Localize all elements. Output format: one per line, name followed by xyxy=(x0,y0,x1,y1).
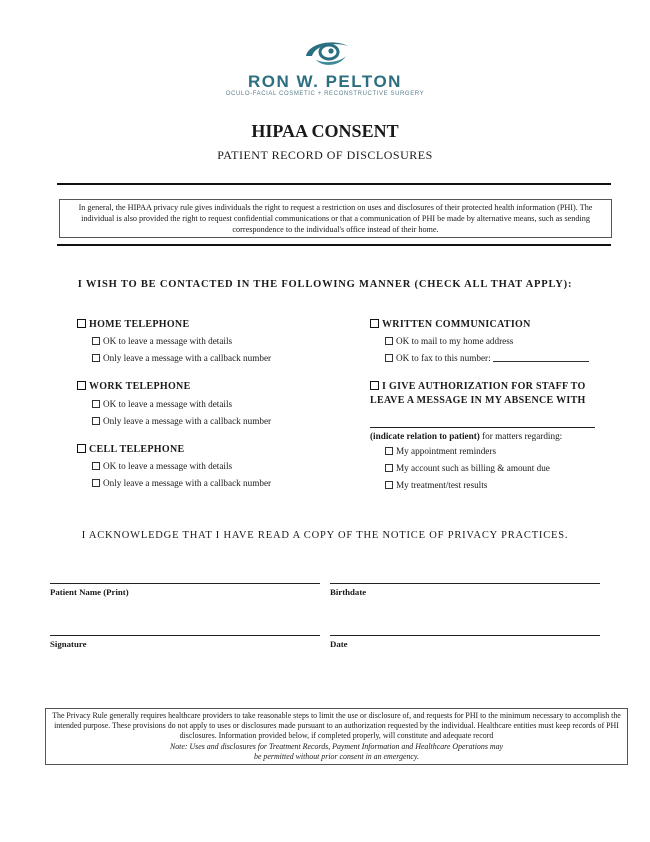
work-telephone-label: WORK TELEPHONE xyxy=(89,381,191,392)
option-label: OK to fax to this number: xyxy=(396,353,491,363)
option-label: My account such as billing & amount due xyxy=(396,463,550,473)
home-telephone-option[interactable] xyxy=(77,319,189,330)
work-telephone-option[interactable] xyxy=(77,381,191,392)
written-communication-option[interactable] xyxy=(370,319,531,330)
birthdate-label: Birthdate xyxy=(330,587,367,597)
treatment-results-checkbox[interactable] xyxy=(385,481,393,489)
appointment-reminders-option[interactable] xyxy=(385,446,496,456)
cell-callback-checkbox[interactable] xyxy=(92,479,100,487)
home-callback-checkbox[interactable] xyxy=(92,354,100,362)
divider xyxy=(57,244,611,246)
mail-home-checkbox[interactable] xyxy=(385,337,393,345)
home-callback-option[interactable] xyxy=(92,353,271,363)
billing-checkbox[interactable] xyxy=(385,464,393,472)
fax-option[interactable] xyxy=(385,353,589,363)
cell-telephone-option[interactable] xyxy=(77,444,184,455)
option-label: OK to mail to my home address xyxy=(396,336,514,346)
page-title: HIPAA CONSENT xyxy=(251,121,399,141)
eye-swoosh-icon xyxy=(302,38,352,68)
authorization-option[interactable] xyxy=(370,381,586,392)
home-telephone-label: HOME TELEPHONE xyxy=(89,319,190,330)
work-callback-option[interactable] xyxy=(92,416,271,426)
mail-home-option[interactable] xyxy=(385,336,513,346)
footer-text: The Privacy Rule generally requires healthcare providers to take reasonable steps to limit the use or disclosure of, and requests for PHI to the minimum necessary to accomplish the intended purpose. These provisions do not apply to uses or disclosures made pursuant to an authorization requested by the individual. Healthcare entities must keep records of PHI disclosures. Information provided below, if completed properly, will constitute and adequate record xyxy=(52,711,621,741)
option-label: OK to leave a message with details xyxy=(103,461,233,471)
acknowledgement-text: I ACKNOWLEDGE THAT I HAVE READ A COPY OF THE NOTICE OF PRIVACY PRACTICES. xyxy=(81,530,569,541)
option-label: OK to leave a message with details xyxy=(103,336,233,346)
intro-box: In general, the HIPAA privacy rule gives individuals the right to request a restriction on uses and disclosures of their protected health information (PHI). The individual is also provided the right to request confidential communications or that a communication of PHI be made by alternative means, such as sending correspondence to the individual's office instead of their home. xyxy=(59,199,612,238)
brand-name: RON W. PELTON xyxy=(248,72,402,91)
option-label: Only leave a message with a callback number xyxy=(103,416,272,426)
treatment-results-option[interactable] xyxy=(385,480,487,490)
cell-telephone-checkbox[interactable] xyxy=(77,444,86,453)
written-communication-checkbox[interactable] xyxy=(370,319,379,328)
footer-note-line2: be permitted without prior consent in an emergency. xyxy=(254,751,419,761)
cell-callback-option[interactable] xyxy=(92,478,271,488)
home-details-option[interactable] xyxy=(92,336,232,346)
fax-checkbox[interactable] xyxy=(385,354,393,362)
fax-number-field[interactable] xyxy=(493,353,589,362)
contact-heading: I WISH TO BE CONTACTED IN THE FOLLOWING MANNER (CHECK ALL THAT APPLY): xyxy=(77,279,573,290)
option-label: My treatment/test results xyxy=(396,480,488,490)
divider xyxy=(57,183,611,185)
signature-label: Signature xyxy=(50,639,87,649)
footer-note-line1: Note: Uses and disclosures for Treatment Records, Payment Information and Healthcare Operations may xyxy=(169,741,504,751)
relation-caption-bold: (indicate relation to patient) xyxy=(370,431,480,441)
home-details-checkbox[interactable] xyxy=(92,337,100,345)
page-subtitle: PATIENT RECORD OF DISCLOSURES xyxy=(217,148,433,162)
relation-caption-rest: for matters regarding: xyxy=(479,431,563,441)
brand-tagline: OCULO-FACIAL COSMETIC + RECONSTRUCTIVE SURGERY xyxy=(225,91,425,97)
patient-name-label: Patient Name (Print) xyxy=(50,587,129,597)
authorization-label-line2: LEAVE A MESSAGE IN MY ABSENCE WITH xyxy=(370,395,586,406)
cell-telephone-label: CELL TELEPHONE xyxy=(89,444,185,455)
relation-caption xyxy=(370,431,562,441)
work-details-checkbox[interactable] xyxy=(92,400,100,408)
work-callback-checkbox[interactable] xyxy=(92,417,100,425)
home-telephone-checkbox[interactable] xyxy=(77,319,86,328)
patient-name-field[interactable] xyxy=(50,583,320,584)
appointment-reminders-checkbox[interactable] xyxy=(385,447,393,455)
option-label: Only leave a message with a callback number xyxy=(103,478,272,488)
option-label: My appointment reminders xyxy=(396,446,497,456)
cell-details-checkbox[interactable] xyxy=(92,462,100,470)
option-label: OK to leave a message with details xyxy=(103,399,233,409)
date-label: Date xyxy=(330,639,348,649)
privacy-footer-box xyxy=(45,708,628,765)
authorization-checkbox[interactable] xyxy=(370,381,379,390)
work-details-option[interactable] xyxy=(92,399,232,409)
signature-field[interactable] xyxy=(50,635,320,636)
birthdate-field[interactable] xyxy=(330,583,600,584)
authorization-label: I GIVE AUTHORIZATION FOR STAFF TO xyxy=(382,381,586,392)
billing-option[interactable] xyxy=(385,463,550,473)
relation-field[interactable] xyxy=(370,427,595,428)
cell-details-option[interactable] xyxy=(92,461,232,471)
work-telephone-checkbox[interactable] xyxy=(77,381,86,390)
written-communication-label: WRITTEN COMMUNICATION xyxy=(382,319,531,330)
date-field[interactable] xyxy=(330,635,600,636)
option-label: Only leave a message with a callback number xyxy=(103,353,272,363)
